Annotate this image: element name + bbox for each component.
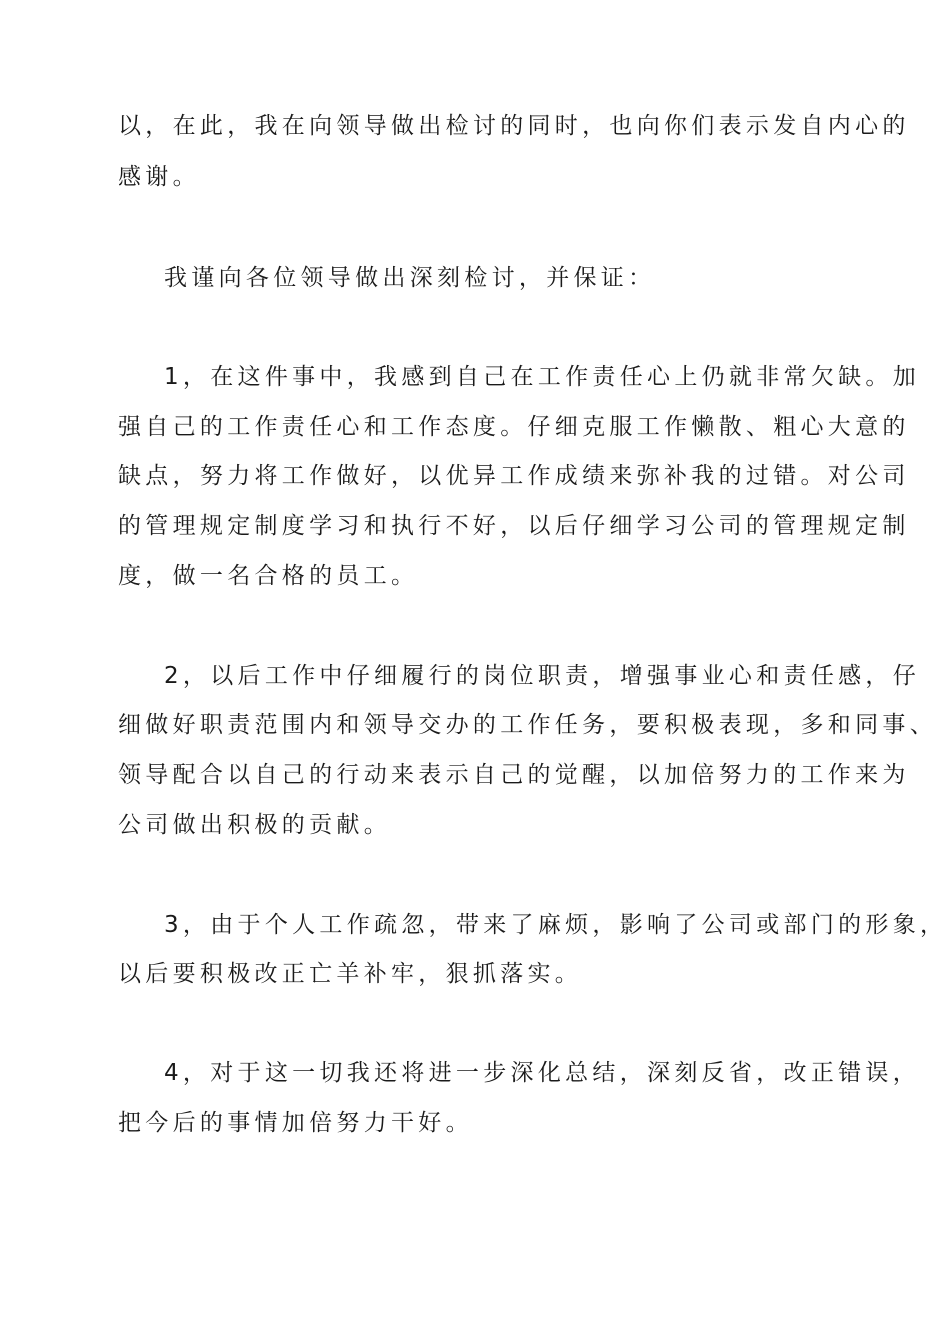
item1-line-2: 强自己的工作责任心和工作态度。仔细克服工作懒散、粗心大意的 [118, 414, 910, 440]
item1-line-3: 缺点，努力将工作做好，以优异工作成绩来弥补我的过错。对公司 [118, 463, 910, 489]
item4-line-1: 4，对于这一切我还将进一步深化总结，深刻反省，改正错误， [164, 1060, 921, 1086]
item1-line-1: 1，在这件事中，我感到自己在工作责任心上仍就非常欠缺。加 [164, 364, 921, 390]
item2-line-2: 细做好职责范围内和领导交办的工作任务，要积极表现，多和同事、 [118, 712, 937, 738]
item3-line-1: 3，由于个人工作疏忽，带来了麻烦，影响了公司或部门的形象， [164, 912, 948, 938]
item2-line-4: 公司做出积极的贡献。 [118, 812, 391, 838]
item1-line-4: 的管理规定制度学习和执行不好，以后仔细学习公司的管理规定制 [118, 513, 910, 539]
item2-line-3: 领导配合以自己的行动来表示自己的觉醒，以加倍努力的工作来为 [118, 762, 910, 788]
item3-line-2: 以后要积极改正亡羊补牢，狠抓落实。 [118, 961, 583, 987]
item2-line-1: 2，以后工作中仔细履行的岗位职责，增强事业心和责任感，仔 [164, 663, 921, 689]
item1-line-5: 度，做一名合格的员工。 [118, 563, 419, 589]
pledge-line: 我谨向各位领导做出深刻检讨，并保证： [164, 265, 656, 291]
intro-line-2: 感谢。 [118, 164, 200, 190]
item4-line-2: 把今后的事情加倍努力干好。 [118, 1110, 473, 1136]
intro-line-1: 以，在此，我在向领导做出检讨的同时，也向你们表示发自内心的 [118, 113, 910, 139]
